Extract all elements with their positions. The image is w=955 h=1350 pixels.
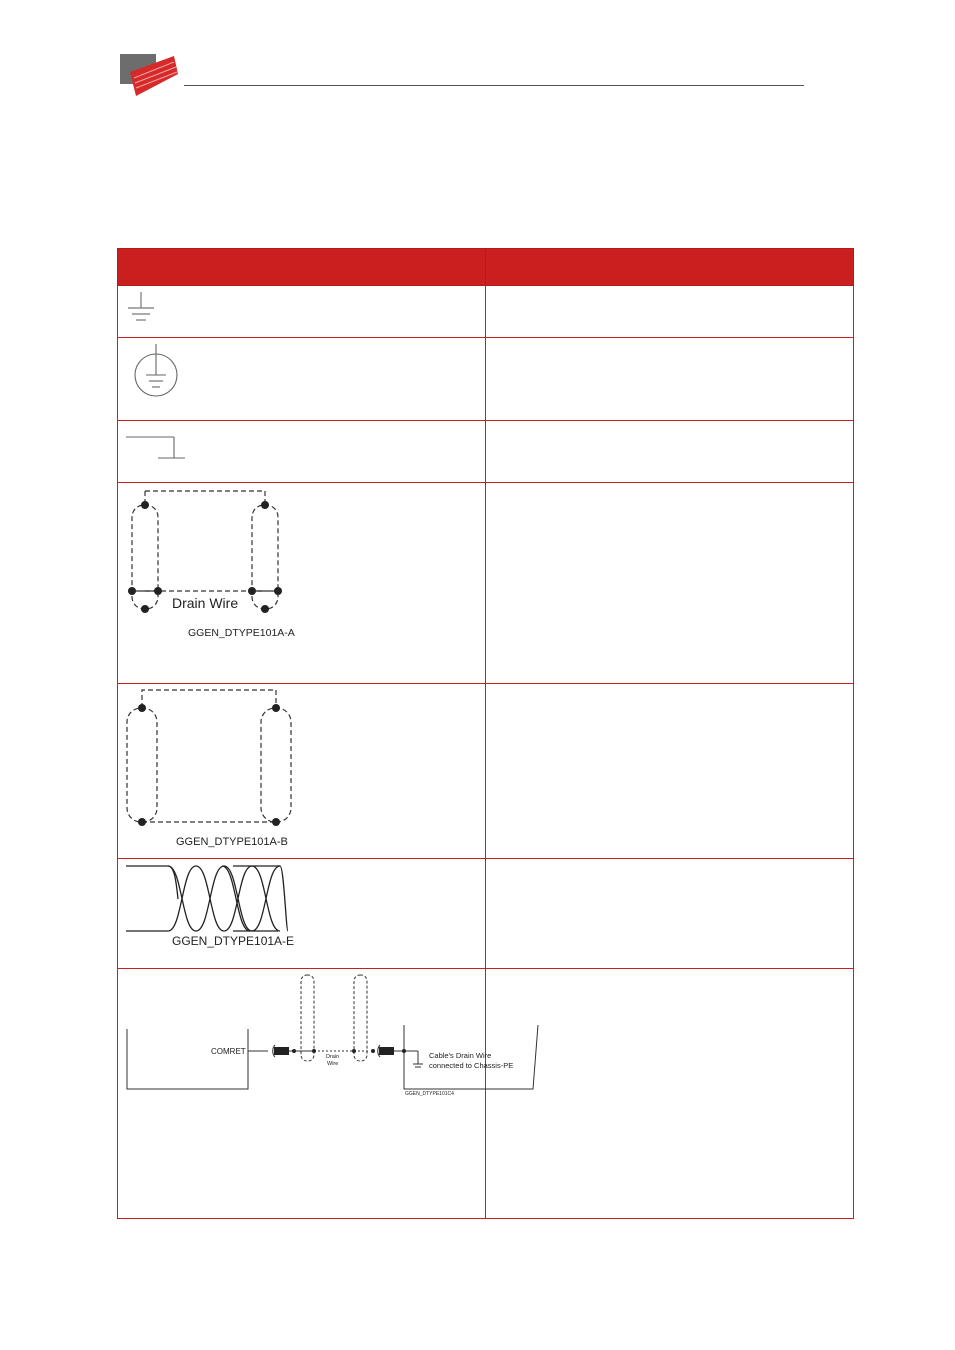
note-line-2: connected to Chassis-PE [429,1061,514,1070]
symbol-cell [118,859,486,969]
figure-id-label: GGEN_DTYPE101A-B [176,836,288,848]
symbols-table [117,248,854,1219]
table-row [118,859,854,969]
figure-id-label: GGEN_DTYPE101C4 [405,1091,454,1097]
description-cell [486,483,854,684]
symbol-cell [118,684,486,859]
symbol-cell [118,286,486,338]
table-row [118,684,854,859]
description-cell [486,684,854,859]
figure-id-label: GGEN_DTYPE101A-A [188,627,295,639]
symbol-cell [118,969,514,1219]
protective-earth-icon [118,338,198,418]
symbol-cell [118,421,486,483]
company-logo [116,52,182,100]
description-cell [486,969,854,1219]
table-row [118,338,854,421]
table-header-row [118,249,854,286]
table-row [118,483,854,684]
description-cell [486,421,854,483]
symbol-cell [118,483,486,684]
table-row [118,286,854,338]
symbol-cell [118,338,486,421]
table-row [118,421,854,483]
header-rule [184,85,804,86]
figure-id-label: GGEN_DTYPE101A-E [172,934,295,948]
description-cell [486,859,854,969]
drain-wire-label: Drain Wire [172,595,239,611]
drain-label-top: Drain [326,1054,340,1060]
description-cell [486,286,854,338]
note-line-1: Cable's Drain Wire [429,1051,492,1060]
drain-label-bottom: Wire [327,1061,339,1067]
earth-ground-icon [118,286,178,336]
comret-label: COMRET [211,1047,246,1056]
header-cell-symbol [118,249,486,286]
header-cell-description [486,249,854,286]
chassis-ground-icon [118,421,198,481]
description-cell [486,338,854,421]
table-row [118,969,854,1219]
